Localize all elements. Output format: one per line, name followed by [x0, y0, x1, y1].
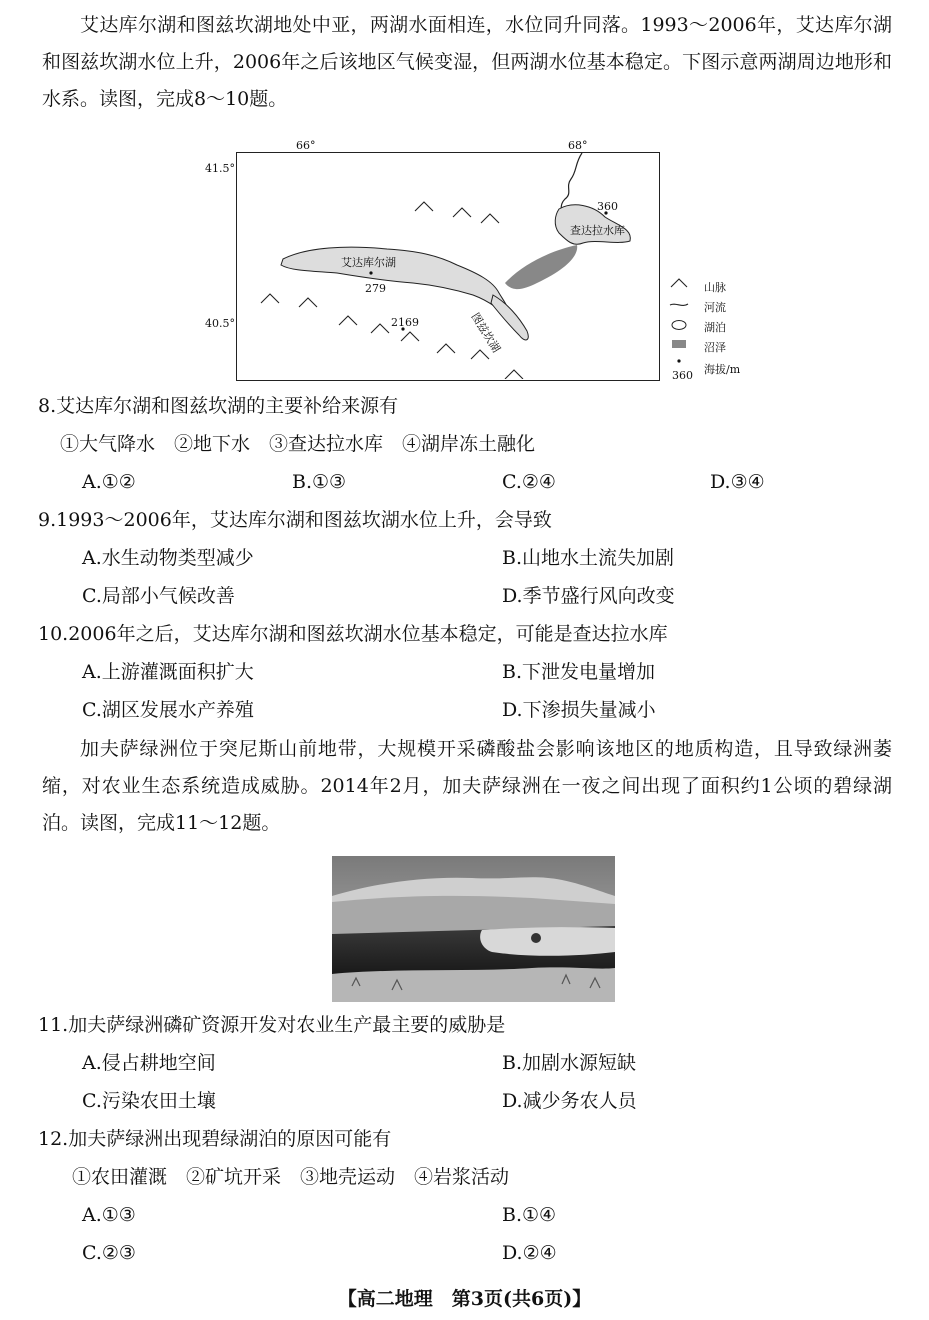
intro-paragraph-1: 艾达库尔湖和图兹坎湖地处中亚，两湖水面相连，水位同升同落。1993～2006年，艾达库尔湖和图兹坎湖水位上升，2006年之后该地区气候变湿，但两湖水位基本稳定。下图示意两湖周边地形和水系。读图，完成8～10题。	[42, 14, 892, 110]
legend-swamp-icon	[672, 340, 686, 348]
q10-option-b: B.下泄发电量增加	[502, 661, 656, 683]
q12-option-b: B.①④	[502, 1204, 557, 1226]
map-lon-66: 66°	[296, 139, 316, 152]
q9-option-d: D.季节盛行风向改变	[502, 585, 675, 607]
q8-option-a: A.①②	[82, 471, 136, 493]
q11-option-b: B.加剧水源短缺	[502, 1052, 637, 1074]
elev-label-2169: 2169	[391, 316, 419, 329]
q8-option-c: C.②④	[502, 471, 556, 493]
legend-river-icon	[670, 304, 688, 305]
legend-symbols	[668, 272, 690, 376]
q12-option-a: A.①③	[82, 1204, 136, 1226]
elev-label-360: 360	[597, 200, 618, 213]
q12-option-c: C.②③	[82, 1242, 136, 1264]
q9-stem: 9.1993～2006年，艾达库尔湖和图兹坎湖水位上升，会导致	[38, 509, 552, 531]
q11-option-a: A.侵占耕地空间	[82, 1052, 216, 1074]
q11-option-d: D.减少务农人员	[502, 1090, 637, 1112]
legend-elev-label: 海拔/m	[704, 363, 741, 376]
q10-stem: 10.2006年之后，艾达库尔湖和图兹坎湖水位基本稳定，可能是查达拉水库	[38, 623, 668, 645]
map-legend	[668, 272, 778, 382]
page-footer: 【高二地理 第3页(共6页)】	[337, 1288, 592, 1310]
q11-stem: 11.加夫萨绿洲磷矿资源开发对农业生产最主要的威胁是	[38, 1014, 506, 1036]
oasis-lake-photo	[332, 856, 615, 1002]
q12-items: ①农田灌溉 ②矿坑开采 ③地壳运动 ④岩浆活动	[72, 1166, 510, 1188]
legend-mountain-label: 山脉	[704, 281, 726, 294]
q9-option-b: B.山地水土流失加剧	[502, 547, 675, 569]
legend-lake-label: 湖泊	[704, 321, 726, 334]
q10-option-d: D.下渗损失量减小	[502, 699, 656, 721]
elev-label-279: 279	[365, 282, 386, 295]
q12-option-d: D.②④	[502, 1242, 557, 1264]
lake-map	[236, 152, 660, 381]
oasis-lake-illustration	[332, 856, 615, 1002]
legend-mountain-icon	[671, 279, 687, 287]
q10-option-a: A.上游灌溉面积扩大	[82, 661, 254, 683]
swamp-area	[505, 245, 577, 289]
legend-river-label: 河流	[704, 301, 726, 314]
lake-tuzkan-label: 图兹坎湖	[468, 310, 503, 355]
legend-elev-icon	[677, 359, 680, 362]
q8-option-d: D.③④	[710, 471, 765, 493]
map-lon-68: 68°	[568, 139, 588, 152]
q9-option-c: C.局部小气候改善	[82, 585, 235, 607]
q10-option-c: C.湖区发展水产养殖	[82, 699, 254, 721]
map-lat-40-5: 40.5°	[205, 317, 235, 330]
q8-items: ①大气降水 ②地下水 ③查达拉水库 ④湖岸冻土融化	[60, 433, 536, 455]
q11-option-c: C.污染农田土壤	[82, 1090, 216, 1112]
intro-paragraph-2: 加夫萨绿洲位于突尼斯山前地带，大规模开采磷酸盐会影响该地区的地质构造，且导致绿洲萎缩，对农业生态系统造成威胁。2014年2月，加夫萨绿洲在一夜之间出现了面积约1公顷的碧绿湖泊。读图，完成11～12题。	[42, 738, 892, 834]
reservoir-label: 查达拉水库	[570, 224, 625, 237]
map-lat-41-5: 41.5°	[205, 162, 235, 175]
q8-stem: 8.艾达库尔湖和图兹坎湖的主要补给来源有	[38, 395, 399, 417]
q9-option-a: A.水生动物类型减少	[82, 547, 254, 569]
river-line	[559, 153, 582, 213]
q8-option-b: B.①③	[292, 471, 347, 493]
legend-lake-icon	[672, 321, 686, 330]
map-drawing	[237, 153, 658, 379]
q12-stem: 12.加夫萨绿洲出现碧绿湖泊的原因可能有	[38, 1128, 392, 1150]
legend-elev-value: 360	[672, 369, 693, 382]
legend-swamp-label: 沼泽	[704, 341, 726, 354]
lake-aidarkul-label: 艾达库尔湖	[341, 256, 396, 269]
